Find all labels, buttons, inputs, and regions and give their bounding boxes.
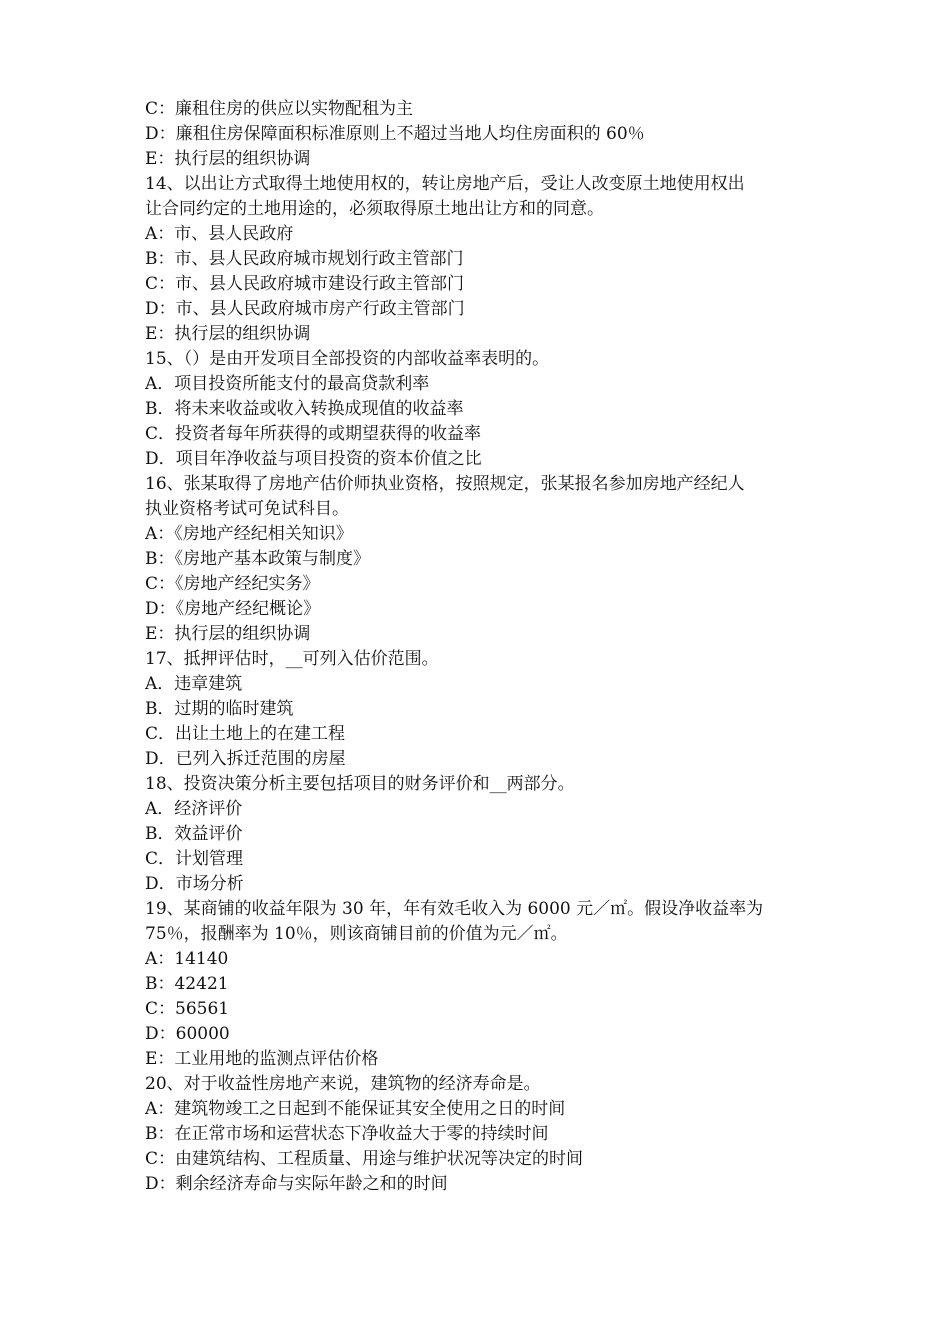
text-line: D．项目年净收益与项目投资的资本价值之比 [145,449,482,469]
text-line: B：42421 [145,974,229,994]
text-line: A：14140 [145,949,229,969]
text-line: C：56561 [145,999,230,1019]
document-body [145,97,815,1197]
text-line: 19、某商铺的收益年限为 30 年，年有效毛收入为 6000 元／㎡。假设净收益率为 [145,899,764,919]
text-line: D．已列入拆迁范围的房屋 [145,749,346,769]
text-line: 75％，报酬率为 10％，则该商铺目前的价值为元／㎡。 [145,924,568,944]
text-line: 执业资格考试可免试科目。 [145,499,349,519]
text-line: 18、投资决策分析主要包括项目的财务评价和__两部分。 [145,774,575,794]
text-line: E：工业用地的监测点评估价格 [145,1049,379,1069]
text-line: C：《房地产经纪实务》 [145,574,320,594]
text-line: B．过期的临时建筑 [145,699,294,719]
text-line: D：市、县人民政府城市房产行政主管部门 [145,299,465,319]
text-line: B．将未来收益或收入转换成现值的收益率 [145,399,464,419]
text-line: D：剩余经济寿命与实际年龄之和的时间 [145,1174,448,1194]
text-line: A：《房地产经纪相关知识》 [145,524,353,544]
text-line: 20、对于收益性房地产来说，建筑物的经济寿命是。 [145,1074,541,1094]
text-line: B：在正常市场和运营状态下净收益大于零的持续时间 [145,1124,549,1144]
text-line: C．出让土地上的在建工程 [145,724,346,744]
text-line: D：廉租住房保障面积标准原则上不超过当地人均住房面积的 60％ [145,124,645,144]
text-line: A．经济评价 [145,799,243,819]
text-line: D：《房地产经纪概论》 [145,599,321,619]
text-line: B：市、县人民政府城市规划行政主管部门 [145,249,464,269]
text-line: C．计划管理 [145,849,244,869]
text-line: C．投资者每年所获得的或期望获得的收益率 [145,424,482,444]
text-line: 14、以出让方式取得土地使用权的，转让房地产后，受让人改变原土地使用权出 [145,174,745,194]
text-line: 16、张某取得了房地产估价师执业资格，按照规定，张某报名参加房地产经纪人 [145,474,745,494]
text-line: 让合同约定的土地用途的，必须取得原土地出让方和的同意。 [145,199,604,219]
text-line: C：市、县人民政府城市建设行政主管部门 [145,274,465,294]
text-line: B：《房地产基本政策与制度》 [145,549,370,569]
text-line: D：60000 [145,1024,230,1044]
text-line: 15、（）是由开发项目全部投资的内部收益率表明的。 [145,349,550,369]
text-line: E：执行层的组织协调 [145,149,311,169]
text-line: C：廉租住房的供应以实物配租为主 [145,99,414,119]
text-line: D．市场分析 [145,874,244,894]
text-line: A．违章建筑 [145,674,243,694]
text-line: A．项目投资所能支付的最高贷款利率 [145,374,430,394]
text-line: A：市、县人民政府 [145,224,294,244]
text-line: A：建筑物竣工之日起到不能保证其安全使用之日的时间 [145,1099,566,1119]
text-line: B．效益评价 [145,824,243,844]
text-line: 17、抵押评估时，__可列入估价范围。 [145,649,439,669]
text-line: C：由建筑结构、工程质量、用途与维护状况等决定的时间 [145,1149,584,1169]
text-line: E：执行层的组织协调 [145,624,311,644]
text-line: E：执行层的组织协调 [145,324,311,344]
